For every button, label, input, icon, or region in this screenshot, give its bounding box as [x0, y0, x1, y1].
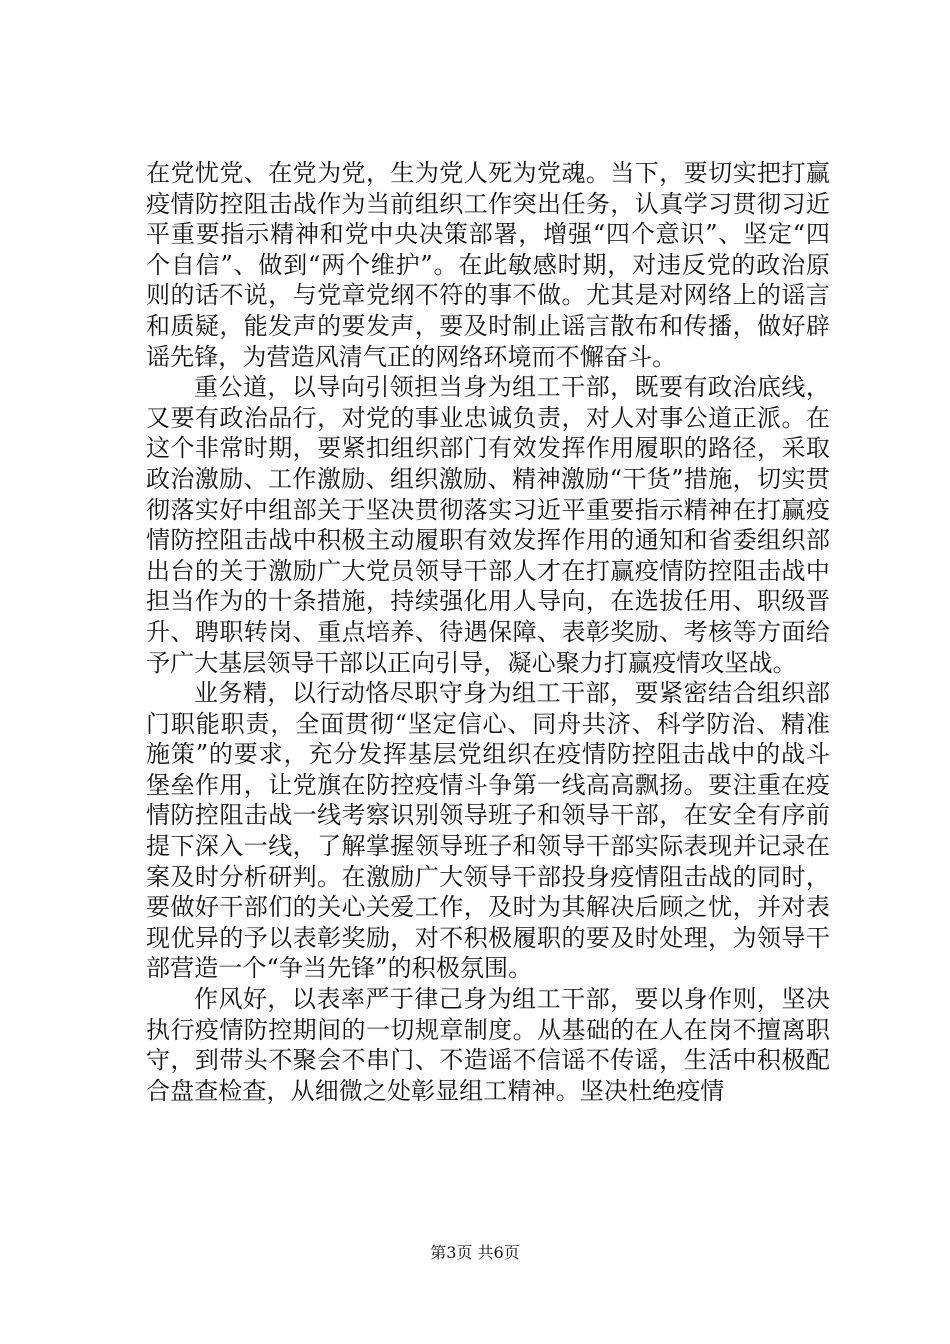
paragraph-2: 重公道，以导向引领担当身为组工干部，既要有政治底线，又要有政治品行，对党的事业忠诚负责，对人对事公道正派。在这个非常时期，要紧扣组织部门有效发挥作用履职的路径，采取政治激励、工作激励、组织激励、精神激励“干货”措施，切实贯彻落实好中组部关于坚决贯彻落实习近平重要指示精神在打赢疫情防控阻击战中积极主动履职有效发挥作用的通知和省委组织部出台的关于激励广大党员领导干部人才在打赢疫情防控阻击战中担当作为的十条措施，持续强化用人导向，在选拔任用、职级晋升、聘职转岗、重点培养、待遇保障、表彰奖励、考核等方面给予广大基层领导干部以正向引导，凝心聚力打赢疫情攻坚战。 — [146, 373, 830, 677]
page-footer: 第3页 共6页 — [430, 1243, 520, 1262]
paragraph-1: 在党忧党、在党为党，生为党人死为党魂。当下，要切实把打赢疫情防控阻击战作为当前组织工作突出任务，认真学习贯彻习近平重要指示精神和党中央决策部署，增强“四个意识”、坚定“四个自信”、做到“两个维护”。在此敏感时期，对违反党的政治原则的话不说，与党章党纲不符的事不做。尤其是对网络上的谣言和质疑，能发声的要发声，要及时制止谣言散布和传播，做好辟谣先锋，为营造风清气正的网络环境而不懈奋斗。 — [146, 159, 830, 371]
paragraph-4: 作风好，以表率严于律己身为组工干部，要以身作则，坚决执行疫情防控期间的一切规章制度。从基础的在人在岗不擅离职守，到带头不聚会不串门、不造谣不信谣不传谣，生活中积极配合盘查检查，从细微之处彰显组工精神。坚决杜绝疫情 — [146, 985, 830, 1105]
document-body — [146, 158, 830, 1106]
paragraph-3: 业务精，以行动恪尽职守身为组工干部，要紧密结合组织部门职能职责，全面贯彻“坚定信心、同舟共济、科学防治、精准施策”的要求，充分发挥基层党组织在疫情防控阻击战中的战斗堡垒作用，让党旗在防控疫情斗争第一线高高飘扬。要注重在疫情防控阻击战一线考察识别领导班子和领导干部，在安全有序前提下深入一线，了解掌握领导班子和领导干部实际表现并记录在案及时分析研判。在激励广大领导干部投身疫情阻击战的同时，要做好干部们的关心关爱工作，及时为其解决后顾之忧，并对表现优异的予以表彰奖励，对不积极履职的要及时处理，为领导干部营造一个“争当先锋”的积极氛围。 — [146, 679, 830, 983]
